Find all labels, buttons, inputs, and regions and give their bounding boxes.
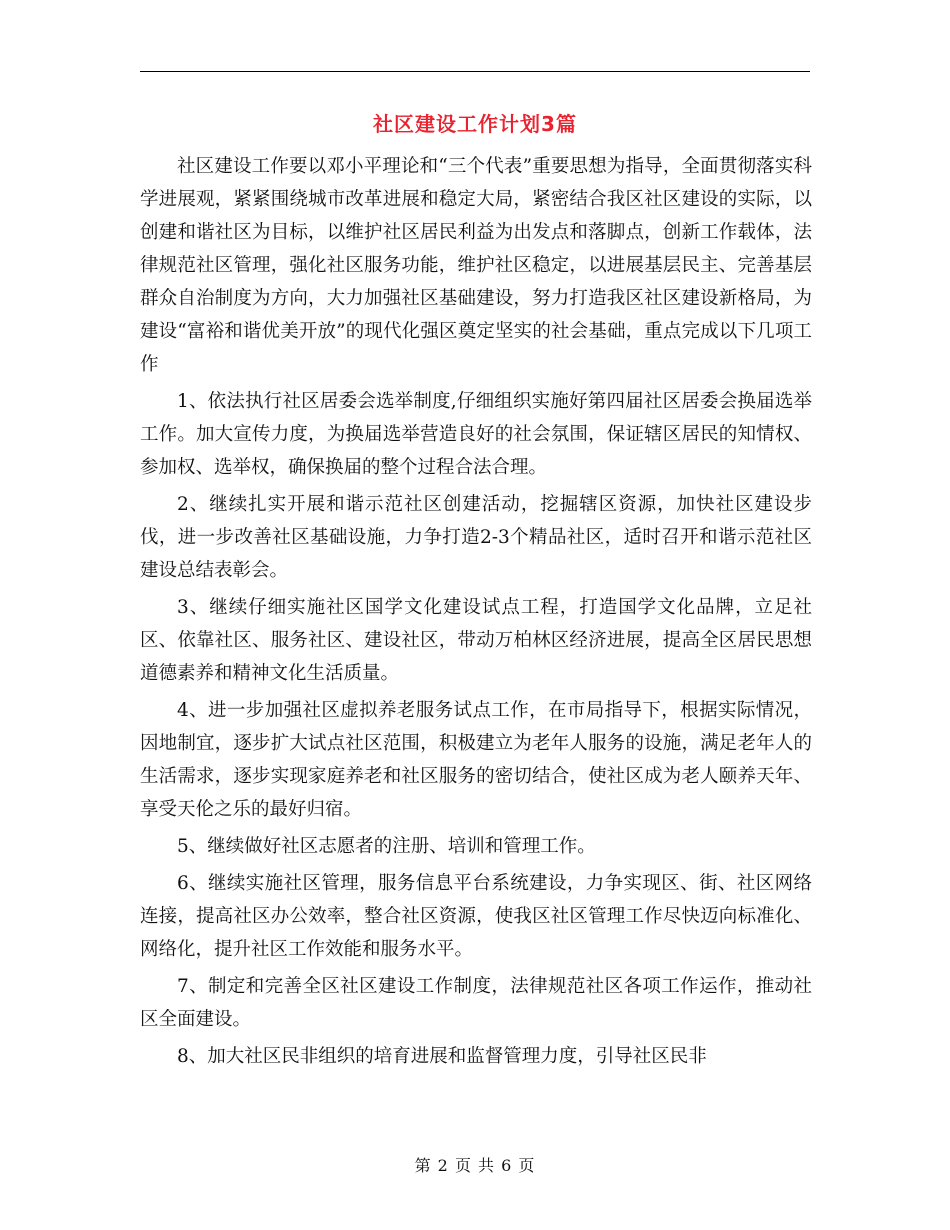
paragraph-item-6: 6、继续实施社区管理，服务信息平台系统建设，力争实现区、街、社区网络连接，提高社区办公效率，整合社区资源，使我区社区管理工作尽快迈向标准化、网络化，提升社区工作效能和服务水平。 <box>140 873 812 960</box>
paragraph-item-1: 1、依法执行社区居委会选举制度,仔细组织实施好第四届社区居委会换届选举工作。加大宣传力度，为换届选举营造良好的社会氛围，保证辖区居民的知情权、参加权、选举权，确保换届的整个过程合法合理。 <box>140 391 812 478</box>
paragraph-item-3: 3、继续仔细实施社区国学文化建设试点工程，打造国学文化品牌，立足社区、依靠社区、服务社区、建设社区，带动万柏林区经济进展，提高全区居民思想道德素养和精神文化生活质量。 <box>140 597 812 684</box>
paragraph-item-4: 4、进一步加强社区虚拟养老服务试点工作，在市局指导下，根据实际情况，因地制宜，逐步扩大试点社区范围，积极建立为老年人服务的设施，满足老年人的生活需求，逐步实现家庭养老和社区服务的密切结合，使社区成为老人颐养天年、享受天伦之乐的最好归宿。 <box>140 700 812 820</box>
paragraph-item-7: 7、制定和完善全区社区建设工作制度，法律规范社区各项工作运作，推动社区全面建设。 <box>140 976 812 1030</box>
paragraph-item-8: 8、加大社区民非组织的培育进展和监督管理力度，引导社区民非 <box>177 1046 707 1067</box>
page-footer: 第 2 页 共 6 页 <box>414 1156 536 1175</box>
document-body <box>140 150 812 1077</box>
paragraph-item-5: 5、继续做好社区志愿者的注册、培训和管理工作。 <box>177 836 596 857</box>
document-title: 社区建设工作计划3篇 <box>373 112 577 136</box>
paragraph-intro: 社区建设工作要以邓小平理论和“三个代表”重要思想为指导，全面贯彻落实科学进展观，紧紧围绕城市改革进展和稳定大局，紧密结合我区社区建设的实际，以创建和谐社区为目标，以维护社区居民利益为出发点和落脚点，创新工作载体，法律规范社区管理，强化社区服务功能，维护社区稳定，以进展基层民主、完善基层群众自治制度为方向，大力加强社区基础建设，努力打造我区社区建设新格局，为建设“富裕和谐优美开放”的现代化强区奠定坚实的社会基础，重点完成以下几项工作 <box>140 156 812 375</box>
header-rule <box>140 71 810 72</box>
paragraph-item-2: 2、继续扎实开展和谐示范社区创建活动，挖掘辖区资源，加快社区建设步伐，进一步改善社区基础设施，力争打造2-3个精品社区，适时召开和谐示范社区建设总结表彰会。 <box>140 494 812 581</box>
